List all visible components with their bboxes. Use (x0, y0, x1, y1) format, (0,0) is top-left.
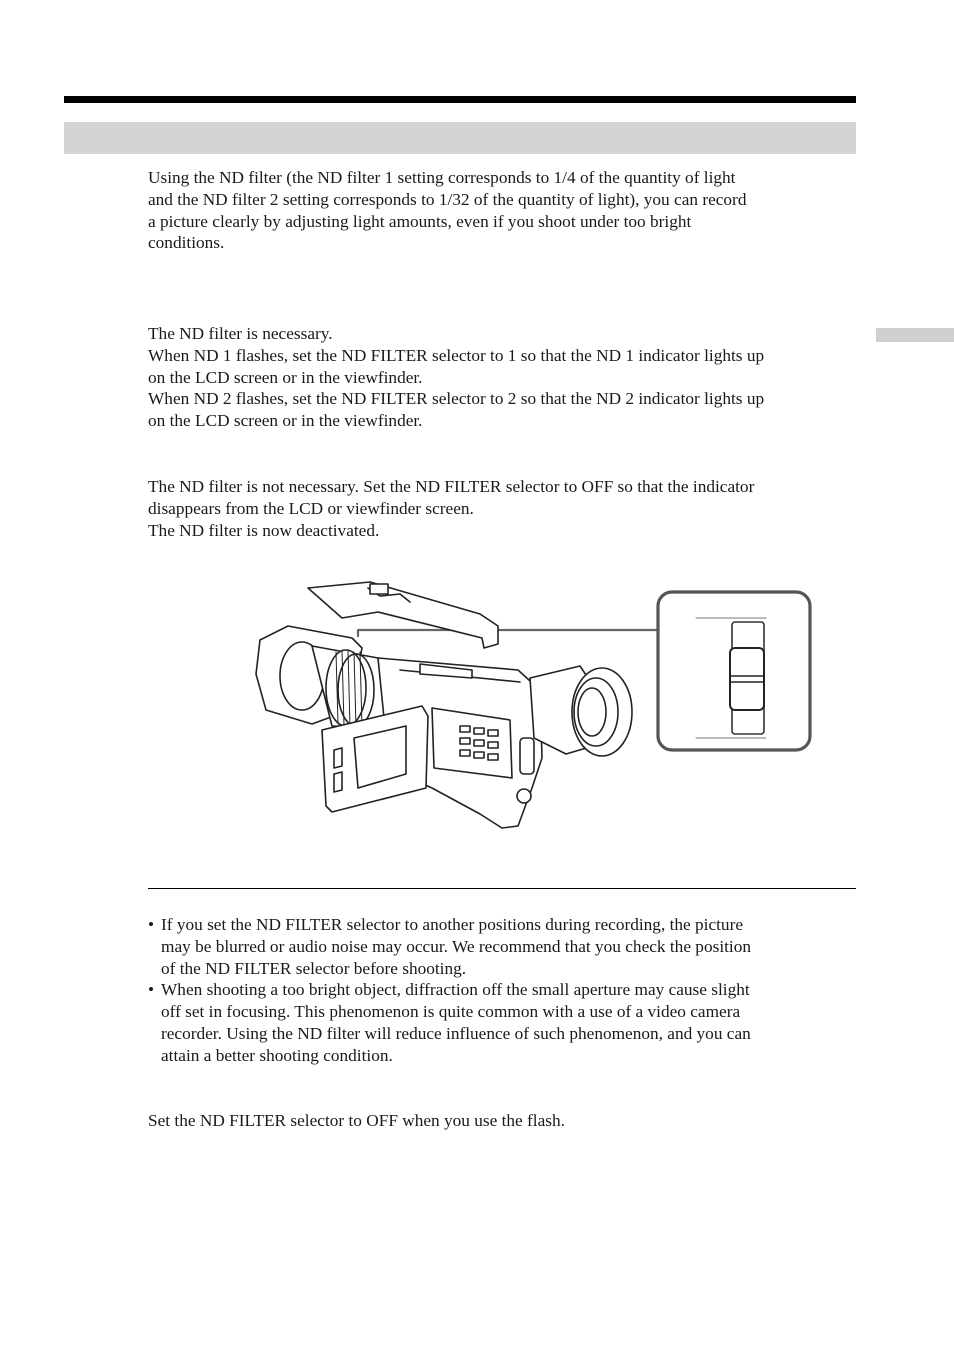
callout-leader (358, 630, 656, 636)
intro-paragraph (148, 167, 856, 254)
nd-flashes-line: The ND filter is necessary. (148, 324, 333, 343)
note-line: may be blurred or audio noise may occur. We recommend that you check the position (161, 936, 751, 956)
top-rule (64, 96, 856, 103)
flash-note-paragraph (148, 1110, 856, 1132)
nd-off-paragraph (148, 476, 856, 541)
note-line: attain a better shooting condition. (161, 1045, 393, 1065)
camcorder-illustration (250, 578, 815, 833)
flash-note-line: Set the ND FILTER selector to OFF when you use the flash. (148, 1111, 565, 1130)
section-heading-band (64, 122, 856, 154)
nd-flashes-line: When ND 1 flashes, set the ND FILTER selector to 1 so that the ND 1 indicator lights up (148, 345, 765, 365)
nd-flashes-line: on the LCD screen or in the viewfinder. (148, 367, 423, 387)
intro-line: Using the ND filter (the ND filter 1 setting corresponds to 1/4 of the quantity of light (148, 168, 736, 187)
nd-off-line: The ND filter is now deactivated. (148, 520, 380, 540)
side-thumb-tab (876, 328, 954, 342)
note-line: If you set the ND FILTER selector to another positions during recording, the picture (161, 915, 743, 934)
note-item (148, 914, 856, 979)
notes-rule (148, 888, 856, 889)
note-line: of the ND FILTER selector before shooting. (161, 958, 467, 978)
intro-line: a picture clearly by adjusting light amounts, even if you shoot under too bright (148, 211, 692, 231)
nd-off-line: The ND filter is not necessary. Set the ND FILTER selector to OFF so that the indicator (148, 477, 755, 496)
nd-flashes-paragraph (148, 323, 856, 432)
nd-flashes-line: on the LCD screen or in the viewfinder. (148, 411, 423, 431)
bullet-marker: • (148, 980, 155, 1000)
note-item (148, 979, 856, 1066)
note-line: recorder. Using the ND filter will reduce influence of such phenomenon, and you can (161, 1023, 751, 1043)
intro-line: conditions. (148, 233, 225, 253)
bullet-marker: • (148, 915, 155, 934)
nd-off-line: disappears from the LCD or viewfinder screen. (148, 498, 474, 518)
note-line: When shooting a too bright object, diffraction off the small aperture may cause slight (161, 980, 750, 1000)
intro-line: and the ND filter 2 setting corresponds to 1/32 of the quantity of light), you can record (148, 189, 747, 209)
nd-filter-selector-knob (730, 648, 764, 710)
notes-list (148, 914, 856, 1067)
nd-flashes-line: When ND 2 flashes, set the ND FILTER selector to 2 so that the ND 2 indicator lights up (148, 389, 765, 409)
note-line: off set in focusing. This phenomenon is quite common with a use of a video camera (161, 1002, 741, 1022)
